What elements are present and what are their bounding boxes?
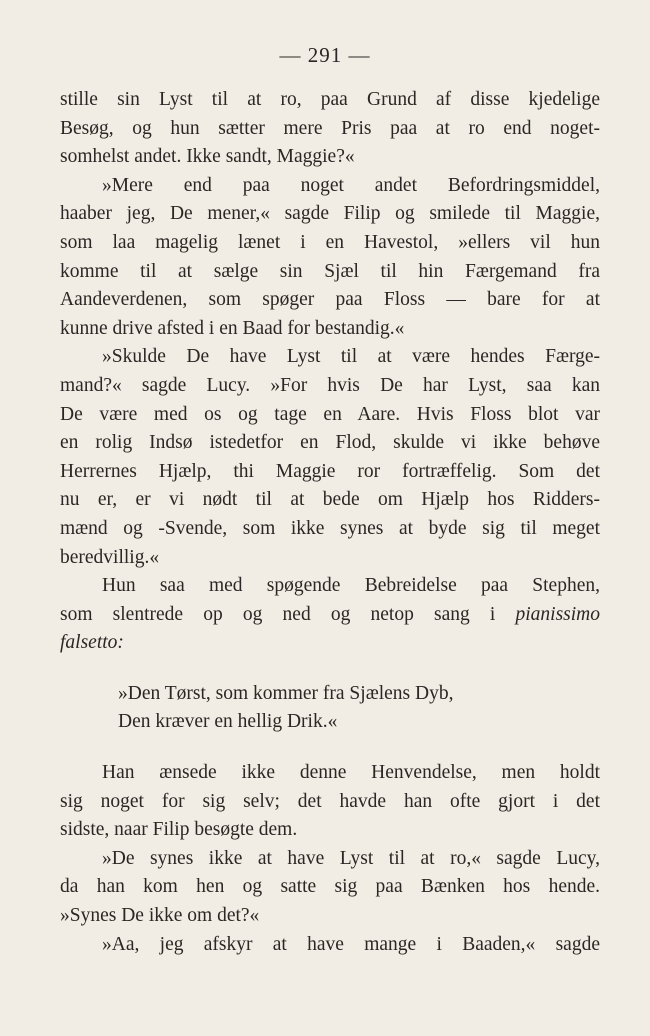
text-line: som slentrede op og ned og netop sang i pianissimo [60, 603, 600, 625]
text-line: Besøg, og hun sætter mere Pris paa at ro end noget- [60, 117, 600, 139]
text-line: somhelst andet. Ikke sandt, Maggie?« [60, 146, 355, 168]
text-line: da han kom hen og satte sig paa Bænken hos hende. [60, 876, 600, 898]
verse-line: Den kræver en hellig Drik.« [118, 711, 338, 733]
spacer [60, 737, 600, 759]
text-line: komme til at sælge sin Sjæl til hin Færgemand fra [60, 260, 600, 282]
verse-line: »Den Tørst, som kommer fra Sjælens Dyb, [118, 682, 454, 704]
text-line: haaber jeg, De mener,« sagde Filip og smilede til Maggie, [60, 203, 600, 225]
text-line: beredvillig.« [60, 546, 160, 568]
text-line: falsetto: [60, 632, 124, 654]
text-line: som laa magelig lænet i en Havestol, »ellers vil hun [60, 231, 600, 253]
text-line: Aandeverdenen, som spøger paa Floss — bare for at [60, 289, 600, 311]
text-line: »Mere end paa noget andet Befordringsmiddel, [102, 174, 600, 196]
text-line: mænd og -Svende, som ikke synes at byde sig til meget [60, 517, 600, 539]
page-number: — 291 — [279, 43, 371, 67]
text-line: De være med os og tage en Aare. Hvis Floss blot var [60, 403, 600, 425]
text-line: nu er, er vi nødt til at bede om Hjælp hos Ridders- [60, 489, 600, 511]
text-line: Hun saa med spøgende Bebreidelse paa Stephen, [102, 575, 600, 597]
text-line: »Skulde De have Lyst til at være hendes Færge- [102, 346, 600, 368]
text-line: mand?« sagde Lucy. »For hvis De har Lyst, saa kan [60, 374, 600, 396]
text-line: »De synes ikke at have Lyst til at ro,« sagde Lucy, [102, 847, 600, 869]
text-line: en rolig Indsø istedetfor en Flod, skulde vi ikke behøve [60, 432, 600, 454]
text-line: sig noget for sig selv; det havde han ofte gjort i det [60, 790, 600, 812]
spacer [60, 658, 600, 680]
text-line: »Aa, jeg afskyr at have mange i Baaden,« sagde [102, 933, 600, 955]
text-line: »Synes De ikke om det?« [60, 905, 260, 927]
text-line: sidste, naar Filip besøgte dem. [60, 819, 298, 841]
body-text [60, 86, 600, 959]
text-line: stille sin Lyst til at ro, paa Grund af disse kjedelige [60, 89, 600, 110]
text-line: Herrernes Hjælp, thi Maggie ror fortræffelig. Som det [60, 460, 600, 482]
text-line: Han ænsede ikke denne Henvendelse, men holdt [102, 762, 600, 784]
text-line: kunne drive afsted i en Baad for bestandig.« [60, 317, 405, 339]
